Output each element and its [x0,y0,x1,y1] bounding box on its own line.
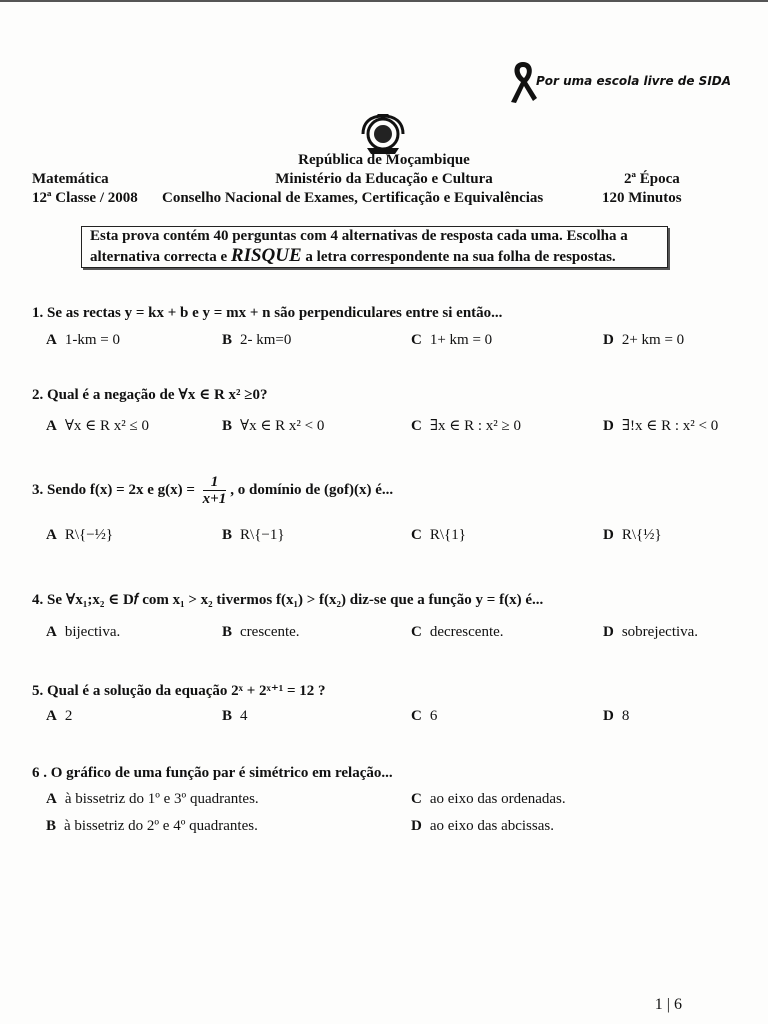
question-1-option-d[interactable] [603,332,684,349]
question-5-option-a[interactable] [46,708,72,725]
option-letter: C [411,708,422,724]
option-letter: A [46,418,57,434]
option-text: 6 [429,708,438,724]
instructions-line-1: Esta prova contém 40 perguntas com 4 alternativas de resposta cada uma. Escolha a [90,228,628,244]
option-text: bijectiva. [64,624,121,640]
subject: Matemática [32,171,109,187]
option-letter: D [603,418,614,434]
option-text: 1+ km = 0 [429,332,493,348]
question-1-stem: 1. Se as rectas y = kx + b e y = mx + n são perpendiculares entre si então... [32,305,503,321]
option-letter: C [411,332,422,348]
coat-of-arms-icon [357,112,409,156]
option-letter: B [222,527,233,543]
option-text: 2+ km = 0 [621,332,685,348]
exam-epoch: 2ª Época [624,171,680,187]
ministry-name: Ministério da Educação e Cultura [275,171,493,187]
option-text: à bissetriz do 2º e 4º quadrantes. [64,818,258,834]
question-4-option-d[interactable] [603,624,698,641]
question-4-option-c[interactable] [411,624,504,641]
option-letter: D [603,624,614,640]
option-letter: B [222,708,233,724]
option-letter: B [222,332,233,348]
option-letter: A [46,527,57,543]
option-text: 2- km=0 [240,332,292,348]
instructions-text-post: a letra correspondente na sua folha de respostas. [301,249,616,265]
instructions-emphasis: RISQUE [230,245,302,266]
question-4-option-b[interactable] [222,624,300,641]
question-3-option-c[interactable] [411,527,466,544]
option-letter: D [603,708,614,724]
question-2-option-a[interactable] [46,416,149,435]
option-text: crescente. [240,624,300,640]
country-name: República de Moçambique [298,152,470,168]
option-letter: A [46,791,57,807]
question-3-stem [32,474,393,507]
question-5-option-d[interactable] [603,708,629,725]
question-6-option-b[interactable] [46,818,258,835]
option-text: 2 [64,708,73,724]
question-6-option-d[interactable] [411,818,554,835]
page-number: 1 | 6 [654,996,682,1013]
option-letter: A [46,624,57,640]
option-text: ∀x ∈ R x² ≤ 0 [64,418,149,434]
option-text: R\{½} [621,527,662,543]
ribbon-icon [508,58,538,104]
instructions-text-pre: alternativa correcta e [90,249,231,265]
grade-year: 12ª Classe / 2008 [32,190,138,206]
option-letter: A [46,708,57,724]
fraction-denominator: x+1 [202,491,227,507]
question-3-stem-post: , o domínio de (gof)(x) é... [230,481,394,498]
question-3-option-d[interactable] [603,527,662,544]
question-4-stem: 4. Se ∀x₁;x₂ ∈ D𝑓 com x₁ > x₂ tivermos f(x₁) > f(x₂) diz-se que a função y = f(x) é... [32,592,544,608]
option-text: R\{−½} [64,527,114,543]
question-2-stem: 2. Qual é a negação de ∀x ∈ R x² ≥0? [32,387,268,403]
option-text: R\{−1} [240,527,285,543]
option-text: R\{1} [429,527,466,543]
option-text: sobrejectiva. [621,624,699,640]
top-rule [0,0,768,2]
option-letter: D [411,818,422,834]
option-letter: B [46,818,57,834]
question-5-option-b[interactable] [222,708,248,725]
question-4-option-a[interactable] [46,624,120,641]
option-letter: C [411,527,422,543]
question-6-option-c[interactable] [411,791,566,808]
option-letter: D [603,527,614,543]
option-text: ∃!x ∈ R : x² < 0 [621,418,719,434]
option-text: decrescente. [429,624,504,640]
instructions-line-2 [90,245,616,267]
exam-duration: 120 Minutos [602,190,682,206]
option-text: ∀x ∈ R x² < 0 [240,418,325,434]
question-3-option-a[interactable] [46,527,113,544]
council-name: Conselho Nacional de Exames, Certificação e Equivalências [162,190,544,206]
question-3-option-b[interactable] [222,527,285,544]
option-letter: C [411,791,422,807]
option-text: ∃x ∈ R : x² ≥ 0 [429,418,521,434]
option-letter: C [411,624,422,640]
option-letter: B [222,624,233,640]
option-text: 1-km = 0 [64,332,120,348]
question-2-option-d[interactable] [603,416,718,435]
question-6-option-a[interactable] [46,791,259,808]
question-6-stem: 6 . O gráfico de uma função par é simétrico em relação... [32,765,393,781]
banner-text: Por uma escola livre de SIDA [536,74,732,88]
option-letter: B [222,418,233,434]
option-text: 4 [240,708,248,724]
question-2-option-c[interactable] [411,416,521,435]
fraction [203,474,227,507]
question-5-stem: 5. Qual é a solução da equação 2ˣ + 2ˣ⁺¹ = 12 ? [32,683,326,699]
question-1-option-c[interactable] [411,332,492,349]
option-letter: D [603,332,614,348]
option-text: 8 [621,708,630,724]
question-3-stem-pre: 3. Sendo f(x) = 2x e g(x) = [32,481,199,498]
question-1-option-b[interactable] [222,332,291,349]
question-5-option-c[interactable] [411,708,437,725]
question-1-option-a[interactable] [46,332,120,349]
fraction-numerator: 1 [203,474,227,491]
option-text: ao eixo das ordenadas. [429,791,566,807]
option-text: ao eixo das abcissas. [429,818,554,834]
option-letter: C [411,418,422,434]
option-text: à bissetriz do 1º e 3º quadrantes. [64,791,259,807]
question-2-option-b[interactable] [222,416,324,435]
option-letter: A [46,332,57,348]
